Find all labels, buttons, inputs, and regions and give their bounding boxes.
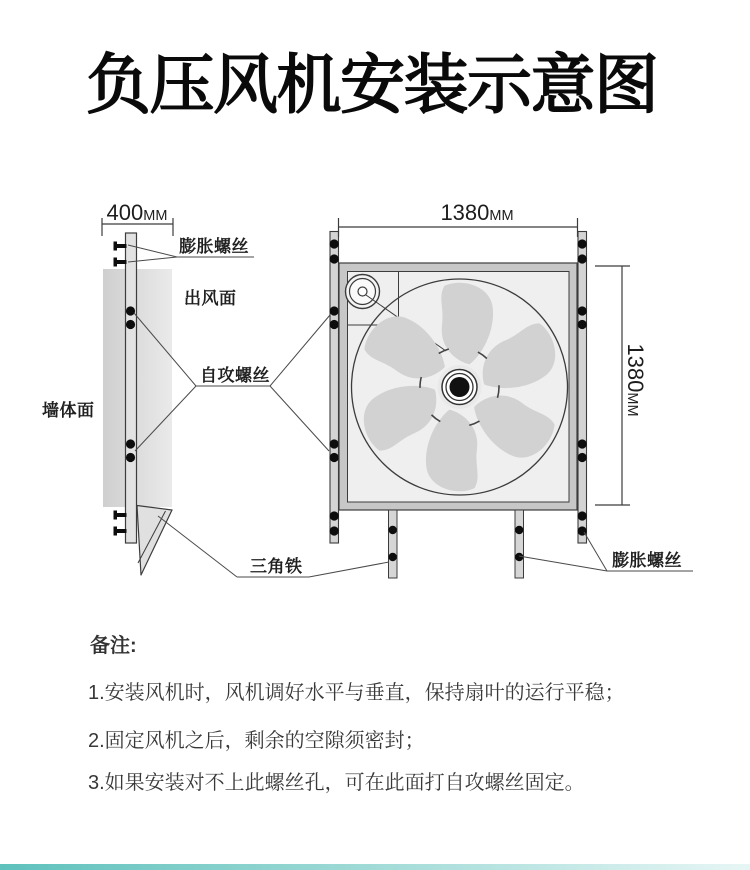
footer-accent-bar xyxy=(0,864,750,870)
label-expansion-screw-bottom: 膨胀螺丝 xyxy=(612,551,682,570)
dim-depth-label: 400MM xyxy=(106,200,168,225)
side-frame-bar xyxy=(126,233,137,543)
page-title: 负压风机安装示意图 xyxy=(86,48,658,121)
label-wall-face: 墙体面 xyxy=(42,401,95,420)
expansion-bolts-bottom xyxy=(114,511,127,536)
wall-face-shape xyxy=(103,269,172,507)
dim-width-label: 1380MM xyxy=(440,200,514,225)
notes-heading: 备注: xyxy=(90,635,137,657)
label-expansion-screw-top: 膨胀螺丝 xyxy=(179,237,249,256)
fan-hub xyxy=(438,365,482,409)
screw-dots-legs xyxy=(389,526,524,561)
note-item: 3.如果安装对不上此螺丝孔，可在此面打自攻螺丝固定。 xyxy=(88,772,585,794)
mount-leg-right xyxy=(515,510,524,578)
mount-leg-left xyxy=(389,510,398,578)
dim-height-label: 1380MM xyxy=(623,343,648,417)
note-item: 1.安装风机时，风机调好水平与垂直，保持扇叶的运行平稳； xyxy=(88,682,625,704)
mount-rail-right xyxy=(578,232,587,544)
angle-iron-bracket xyxy=(137,506,172,576)
label-air-outlet-face: 出风面 xyxy=(184,289,237,308)
note-item: 2.固定风机之后，剩余的空隙须密封； xyxy=(88,730,425,752)
mount-rail-left xyxy=(330,232,339,544)
expansion-bolts-top xyxy=(114,242,127,267)
label-angle-iron: 三角铁 xyxy=(250,557,303,576)
label-self-tapping-screw: 自攻螺丝 xyxy=(200,366,270,385)
